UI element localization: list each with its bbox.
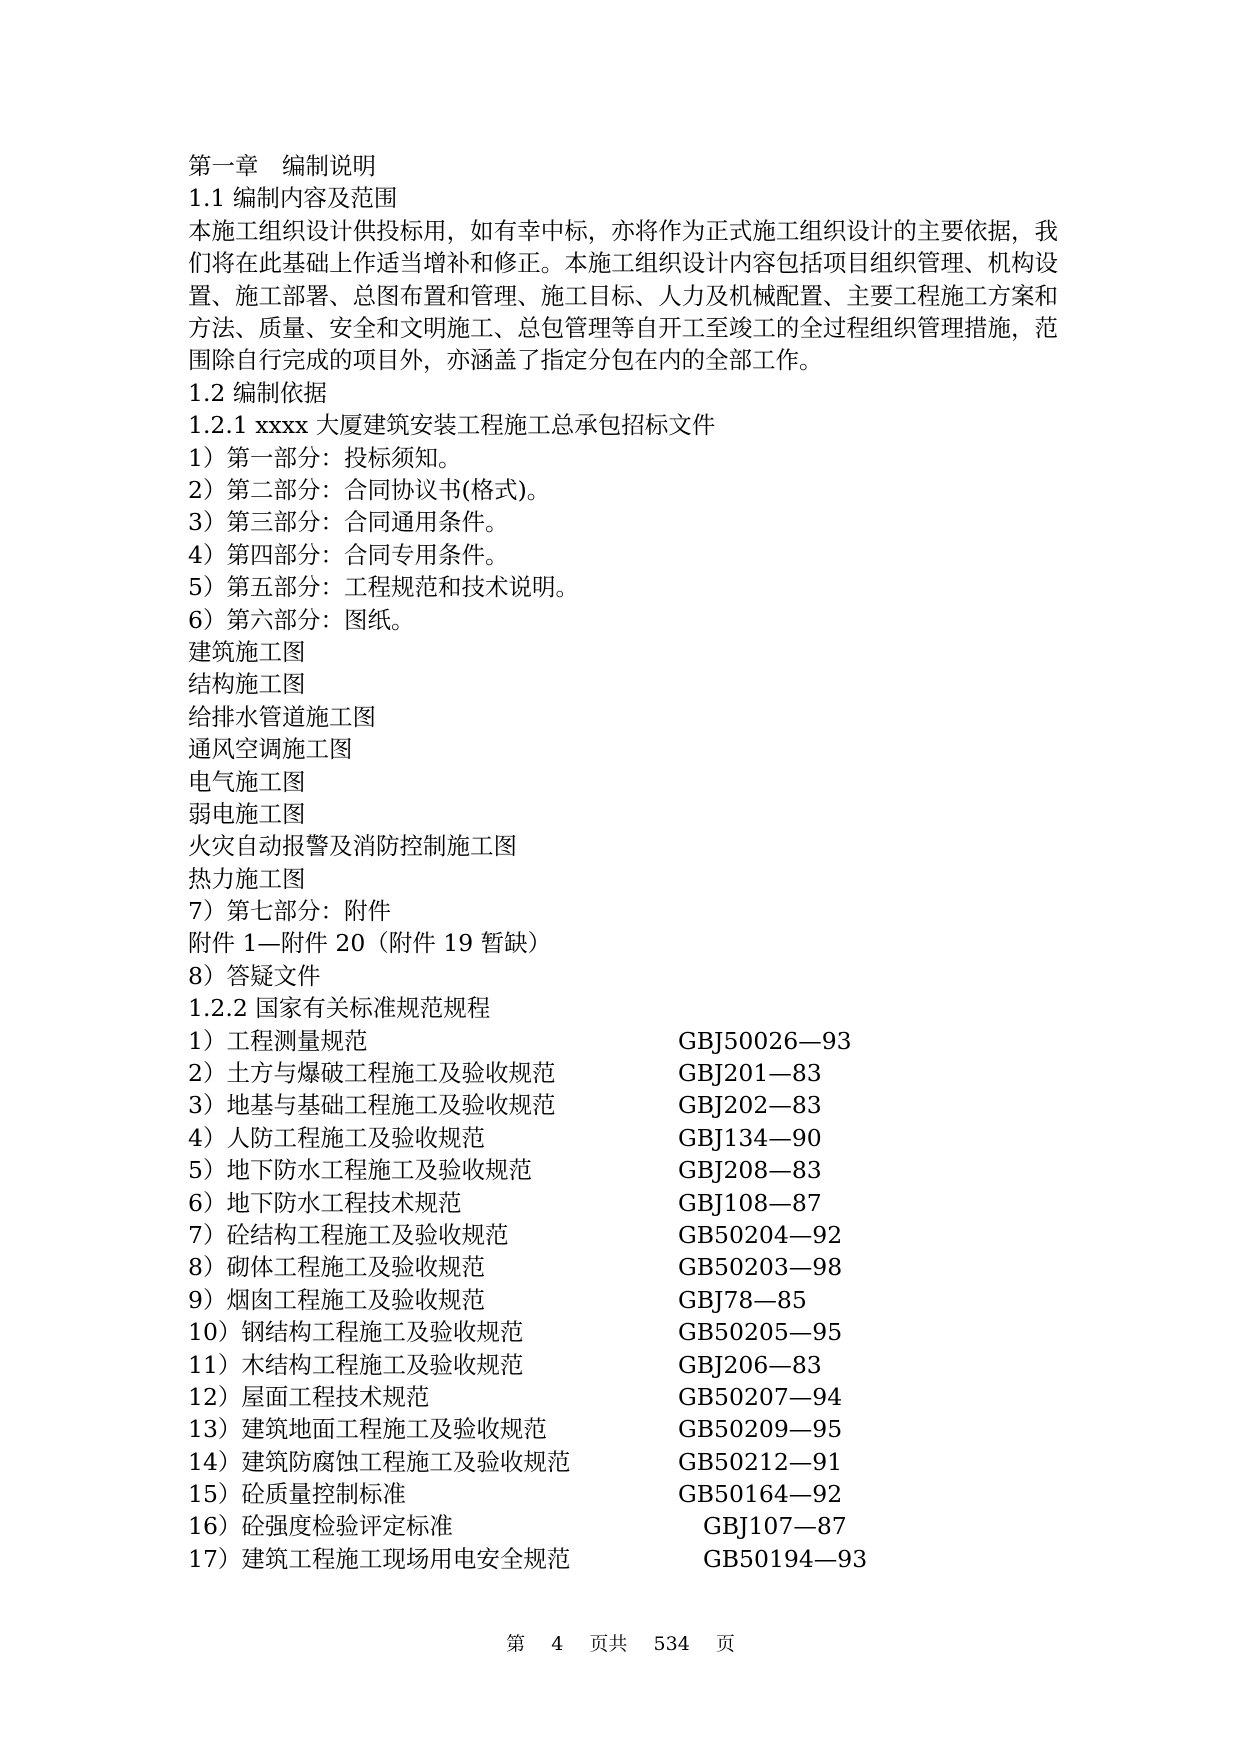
page-content: [188, 150, 1058, 1575]
standard-code: GBJ107—87: [703, 1512, 847, 1541]
section-1-2-2-heading: 1.2.2 国家有关标准规范规程: [188, 994, 491, 1023]
list-item: 给排水管道施工图: [188, 702, 376, 731]
standard-code: GBJ134—90: [678, 1123, 822, 1152]
section-1-2-1-heading: 1.2.1 xxxx 大厦建筑安装工程施工总承包招标文件: [188, 411, 716, 440]
standard-code: GB50209—95: [678, 1415, 843, 1444]
standard-name: 10）钢结构工程施工及验收规范: [188, 1318, 524, 1347]
footer-page-number: 4: [551, 1633, 564, 1655]
list-item: 6）第六部分：图纸。: [188, 605, 415, 634]
standard-row: [188, 1349, 1058, 1381]
standard-code: GB50164—92: [678, 1480, 843, 1509]
standard-name: 15）砼质量控制标准: [188, 1480, 406, 1509]
standard-name: 11）木结构工程施工及验收规范: [188, 1350, 524, 1379]
list-item: 8）答疑文件: [188, 961, 321, 990]
footer-prefix: 第: [506, 1633, 526, 1655]
standard-name: 6）地下防水工程技术规范: [188, 1188, 462, 1217]
standard-row: [188, 1251, 1058, 1283]
standard-code: GB50194—93: [703, 1544, 868, 1573]
tender-document-list: [188, 442, 1058, 993]
standard-row: [188, 1381, 1058, 1413]
standard-name: 16）砼强度检验评定标准: [188, 1512, 453, 1541]
standard-row: [188, 1478, 1058, 1510]
list-item: 火灾自动报警及消防控制施工图: [188, 832, 517, 861]
standard-row: [188, 1089, 1058, 1121]
section-1-1-heading: 1.1 编制内容及范围: [188, 184, 398, 213]
standard-code: GB50212—91: [678, 1447, 843, 1476]
footer-total-pages: 534: [653, 1633, 690, 1655]
section-1-2-heading: 1.2 编制依据: [188, 378, 327, 407]
standard-code: GB50203—98: [678, 1253, 843, 1282]
standard-name: 8）砌体工程施工及验收规范: [188, 1253, 485, 1282]
list-item: 7）第七部分：附件: [188, 897, 391, 926]
standard-row: [188, 1154, 1058, 1186]
list-item: 3）第三部分：合同通用条件。: [188, 508, 509, 537]
standard-row: [188, 1543, 1058, 1575]
standard-row: [188, 1284, 1058, 1316]
standard-row: [188, 1187, 1058, 1219]
standard-code: GB50205—95: [678, 1318, 843, 1347]
standard-name: 4）人防工程施工及验收规范: [188, 1123, 485, 1152]
standard-name: 1）工程测量规范: [188, 1026, 368, 1055]
standard-code: GBJ202—83: [678, 1091, 822, 1120]
standard-code: GBJ78—85: [678, 1285, 807, 1314]
list-item: 附件 1—附件 20（附件 19 暂缺）: [188, 929, 552, 958]
standard-code: GBJ108—87: [678, 1188, 822, 1217]
list-item: 1）第一部分：投标须知。: [188, 443, 462, 472]
standard-code: GBJ208—83: [678, 1156, 822, 1185]
footer-middle: 页共: [589, 1633, 628, 1655]
list-item: 电气施工图: [188, 767, 306, 796]
standard-row: [188, 1446, 1058, 1478]
standard-name: 9）烟囱工程施工及验收规范: [188, 1285, 485, 1314]
list-item: 通风空调施工图: [188, 735, 353, 764]
list-item: 建筑施工图: [188, 637, 306, 666]
footer-suffix: 页: [715, 1633, 735, 1655]
standard-row: [188, 1316, 1058, 1348]
standard-row: [188, 1413, 1058, 1445]
standard-name: 5）地下防水工程施工及验收规范: [188, 1156, 532, 1185]
standard-name: 12）屋面工程技术规范: [188, 1382, 430, 1411]
standard-name: 2）土方与爆破工程施工及验收规范: [188, 1059, 556, 1088]
list-item: 热力施工图: [188, 864, 306, 893]
standard-code: GBJ206—83: [678, 1350, 822, 1379]
standard-row: [188, 1122, 1058, 1154]
list-item: 5）第五部分：工程规范和技术说明。: [188, 573, 579, 602]
page-footer: [0, 1629, 1241, 1656]
list-item: 4）第四部分：合同专用条件。: [188, 540, 509, 569]
standard-row: [188, 1510, 1058, 1542]
section-1-1-paragraph: 本施工组织设计供投标用，如有幸中标，亦将作为正式施工组织设计的主要依据，我们将在此基础上作适当增补和修正。本施工组织设计内容包括项目组织管理、机构设置、施工部署、总图布置和管理、施工目标、人力及机械配置、主要工程施工方案和方法、质量、安全和文明施工、总包管理等自开工至竣工的全过程组织管理措施，范围除自行完成的项目外，亦涵盖了指定分包在内的全部工作。: [188, 216, 1058, 375]
standard-code: GBJ50026—93: [678, 1026, 852, 1055]
standard-name: 14）建筑防腐蚀工程施工及验收规范: [188, 1447, 571, 1476]
standard-name: 17）建筑工程施工现场用电安全规范: [188, 1544, 571, 1573]
list-item: 结构施工图: [188, 670, 306, 699]
standard-name: 7）砼结构工程施工及验收规范: [188, 1220, 509, 1249]
list-item: 2）第二部分：合同协议书(格式)。: [188, 475, 551, 504]
standard-code: GB50207—94: [678, 1382, 843, 1411]
standard-name: 3）地基与基础工程施工及验收规范: [188, 1091, 556, 1120]
list-item: 弱电施工图: [188, 799, 306, 828]
standard-row: [188, 1025, 1058, 1057]
standard-name: 13）建筑地面工程施工及验收规范: [188, 1415, 547, 1444]
standards-list: [188, 1025, 1058, 1576]
standard-code: GBJ201—83: [678, 1059, 822, 1088]
standard-code: GB50204—92: [678, 1220, 843, 1249]
chapter-title: 第一章 编制说明: [188, 152, 376, 180]
standard-row: [188, 1219, 1058, 1251]
standard-row: [188, 1057, 1058, 1089]
